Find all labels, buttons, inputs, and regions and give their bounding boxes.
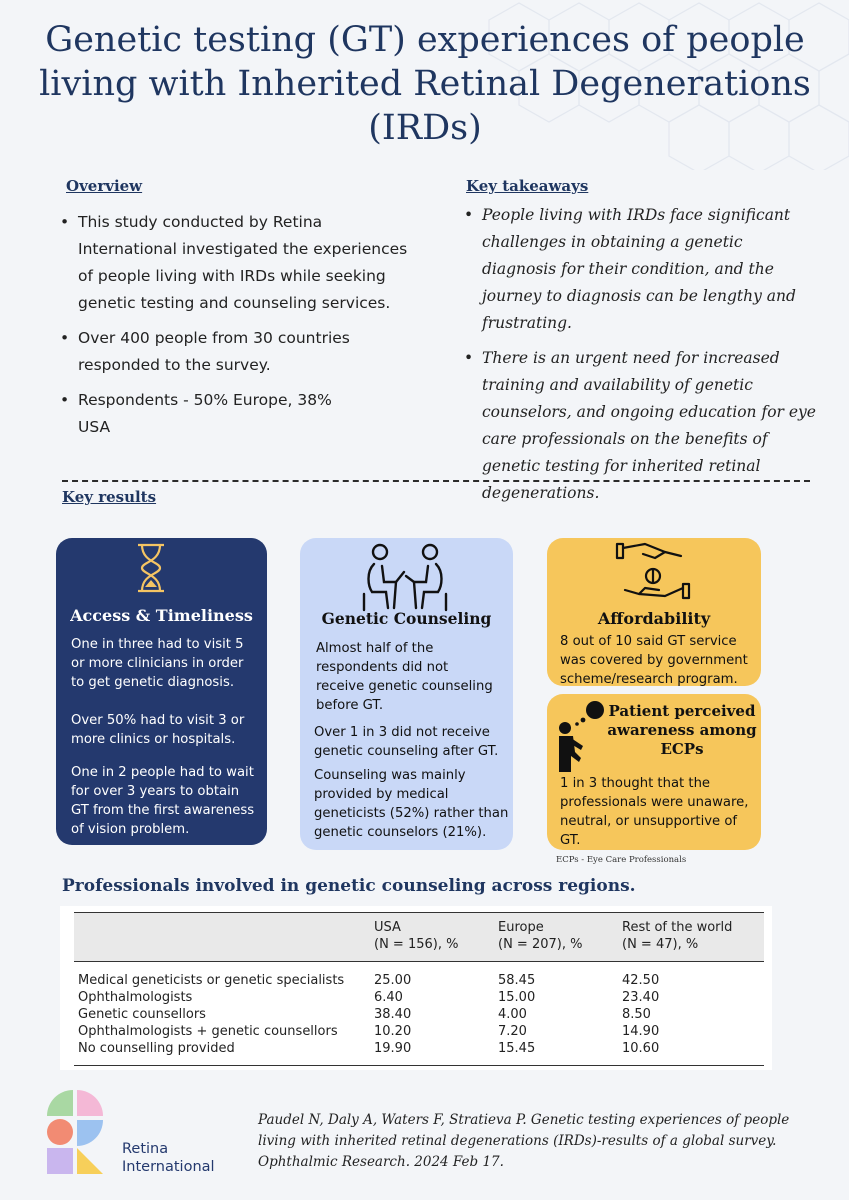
- card-text: Almost half of the respondents did not receive genetic counseling before GT.: [316, 641, 493, 713]
- table-cell: 10.60: [622, 1041, 660, 1056]
- table-cell: Ophthalmologists: [78, 990, 193, 1005]
- list-item: • Over 400 people from 30 countries responded to the survey.: [56, 325, 416, 379]
- card-text: One in 2 people had to wait for over 3 years to obtain GT from the first awareness of vision problem.: [71, 765, 255, 837]
- counseling-icon: [360, 542, 450, 612]
- hourglass-icon: [136, 542, 166, 594]
- table-cell: 8.50: [622, 1007, 651, 1022]
- card-title: Access & Timeliness: [70, 606, 253, 625]
- ecp-footnote: ECPs - Eye Care Professionals: [556, 855, 687, 865]
- table-row: [74, 1023, 764, 1040]
- logo-text: [122, 1140, 215, 1176]
- table-cell: 7.20: [498, 1024, 527, 1039]
- citation: Paudel N, Daly A, Waters F, Stratieva P. Genetic testing experiences of people living with inherited retinal degenerations (IRDs)-results of a global survey. Ophthalmic Research. 2024 Feb 17.: [258, 1112, 790, 1170]
- takeaways-list: [460, 202, 820, 515]
- card-title: Affordability: [597, 609, 711, 628]
- table-cell: 25.00: [374, 973, 412, 988]
- column-header: [74, 913, 370, 962]
- card-text: 8 out of 10 said GT service was covered by government scheme/research program.: [560, 634, 748, 687]
- table-cell: 10.20: [374, 1024, 412, 1039]
- table-cell: 42.50: [622, 973, 660, 988]
- table-cell: 4.00: [498, 1007, 527, 1022]
- key-results-heading: Key results: [62, 488, 157, 506]
- awareness-card: [547, 694, 761, 850]
- retina-international-logo: [45, 1088, 105, 1176]
- table-cell: 19.90: [374, 1041, 412, 1056]
- section-divider: [62, 480, 810, 482]
- access-timeliness-card: [56, 538, 267, 845]
- table-cell: No counselling provided: [78, 1041, 235, 1056]
- column-header: USA (N = 156), %: [370, 913, 494, 962]
- logo-text-line: International: [122, 1159, 215, 1175]
- table-row: [74, 962, 764, 990]
- card-text: 1 in 3 thought that the professionals were unaware, neutral, or unsupportive of GT.: [560, 776, 749, 848]
- money-hand-icon: [615, 540, 691, 602]
- card-text: One in three had to visit 5 or more clinicians in order to get genetic diagnosis.: [71, 637, 244, 690]
- table-cell: 58.45: [498, 973, 536, 988]
- list-item: • This study conducted by Retina International investigated the experiences of people living with IRDs while seeking genetic testing and counseling services.: [56, 209, 416, 317]
- table-cell: Ophthalmologists + genetic counsellors: [78, 1024, 338, 1039]
- takeaways-heading: Key takeaways: [466, 177, 589, 195]
- card-title: Genetic Counseling: [321, 609, 492, 628]
- table-container: [60, 906, 772, 1070]
- list-item: • Respondents - 50% Europe, 38% USA: [56, 387, 348, 441]
- logo-text-line: Retina: [122, 1141, 169, 1157]
- table-row: [74, 989, 764, 1006]
- list-item: • There is an urgent need for increased training and availability of genetic counselors, and ongoing education for eye care professionals on the benefits of genetic testing for inherited retinal degenerations.: [460, 345, 820, 507]
- card-text: Over 50% had to visit 3 or more clinics or hospitals.: [71, 713, 245, 747]
- list-item: • People living with IRDs face significant challenges in obtaining a genetic diagnosis for their condition, and the journey to diagnosis can be lengthy and frustrating.: [460, 202, 820, 337]
- card-text: Counseling was mainly provided by medical geneticists (52%) rather than genetic counselors (21%).: [314, 768, 509, 840]
- table-row: [74, 1040, 764, 1066]
- affordability-card: [547, 538, 761, 686]
- table-cell: 38.40: [374, 1007, 412, 1022]
- table-cell: Medical geneticists or genetic specialists: [78, 973, 345, 988]
- table-row: [74, 1006, 764, 1023]
- thinking-person-icon: [555, 700, 605, 774]
- table-header-row: [74, 913, 764, 962]
- column-header: Rest of the world (N = 47), %: [618, 913, 764, 962]
- table-cell: 14.90: [622, 1024, 660, 1039]
- table-cell: 23.40: [622, 990, 660, 1005]
- table-title: Professionals involved in genetic counseling across regions.: [62, 876, 636, 896]
- table-cell: Genetic counsellors: [78, 1007, 206, 1022]
- column-header: Europe (N = 207), %: [494, 913, 618, 962]
- counseling-table: [74, 912, 764, 1066]
- table-cell: 15.45: [498, 1041, 536, 1056]
- genetic-counseling-card: [300, 538, 513, 850]
- overview-heading: Overview: [66, 177, 143, 195]
- card-text: Over 1 in 3 did not receive genetic counseling after GT.: [314, 725, 499, 759]
- table-cell: 15.00: [498, 990, 536, 1005]
- card-title: Patient perceived awareness among ECPs: [607, 702, 757, 758]
- page-title: Genetic testing (GT) experiences of people living with Inherited Retinal Degenerations (IRDs): [39, 20, 811, 148]
- overview-list: [56, 209, 416, 449]
- table-cell: 6.40: [374, 990, 403, 1005]
